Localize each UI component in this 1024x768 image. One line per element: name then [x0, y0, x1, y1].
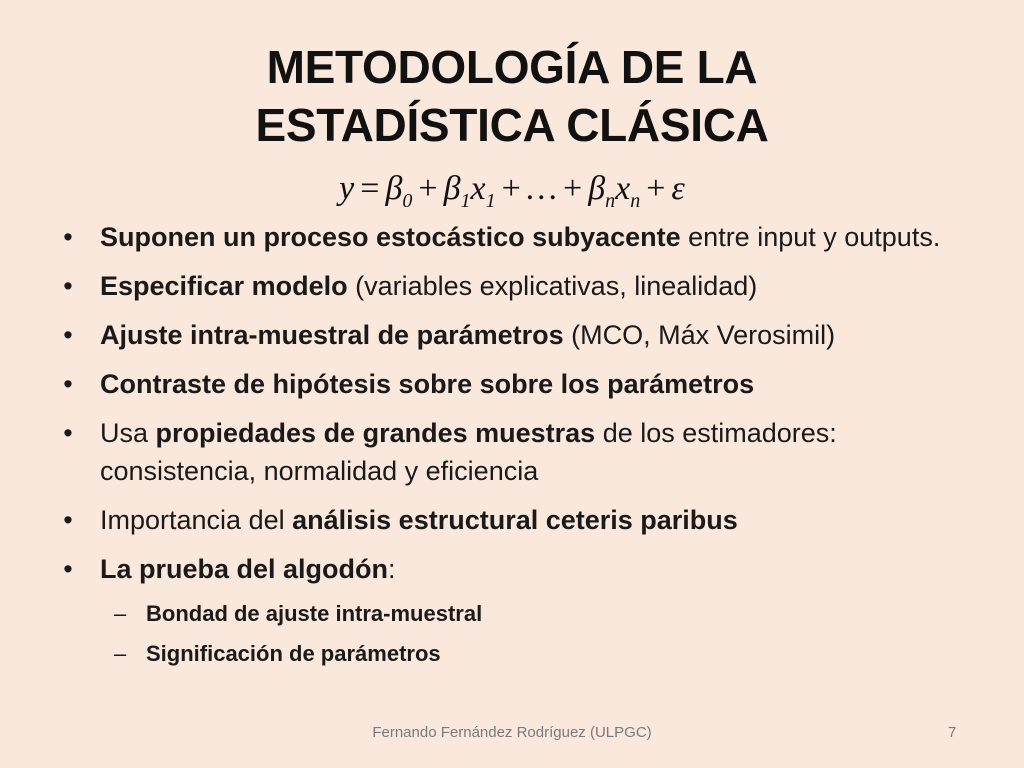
formula-plus-3: + — [563, 170, 583, 207]
bullet-item — [58, 316, 958, 354]
bullet-dot: • — [63, 554, 73, 584]
bullet-dot: • — [63, 320, 73, 350]
bullet-item — [58, 501, 958, 539]
bullet-bold: análisis estructural ceteris paribus — [292, 505, 738, 535]
formula-sub-na: n — [605, 190, 616, 212]
bullet-dot: • — [63, 505, 73, 535]
formula-beta-0: β — [385, 170, 403, 207]
bullet-bold: Ajuste intra-muestral de parámetros — [100, 320, 564, 350]
sub-bullet-item — [58, 599, 958, 629]
bullet-text: (MCO, Máx Verosimil) — [563, 320, 836, 350]
bullet-text: (variables explicativas, linealidad) — [347, 271, 758, 301]
formula-x-1: x — [470, 170, 486, 207]
formula-sub-nb: n — [630, 190, 641, 212]
regression-formula — [0, 168, 1024, 210]
bullet-bold: Suponen un proceso estocástico subyacente — [100, 222, 681, 252]
bullet-item — [58, 267, 958, 305]
formula-sub-1b: 1 — [485, 190, 496, 212]
formula-plus-2: + — [501, 170, 521, 207]
sub-bullet-text: Significación de parámetros — [146, 641, 441, 666]
formula-sub-0: 0 — [402, 190, 413, 212]
bullet-bold: Contraste de hipótesis sobre sobre los parámetros — [100, 369, 755, 399]
slide-title — [0, 38, 1024, 154]
formula-x-n: x — [615, 170, 631, 207]
formula-equals: = — [360, 170, 380, 207]
formula-epsilon: ε — [671, 170, 685, 207]
bullet-pre: Importancia del — [100, 505, 293, 535]
sub-bullet-item — [58, 639, 958, 669]
bullet-dot: • — [63, 418, 73, 448]
bullet-text: entre input y outputs. — [680, 222, 941, 252]
sub-bullet-text: Bondad de ajuste intra-muestral — [146, 601, 483, 626]
bullet-pre: Usa — [100, 418, 156, 448]
bullet-dot: • — [63, 369, 73, 399]
formula-beta-1: β — [443, 170, 461, 207]
bullet-bold: propiedades de grandes muestras — [155, 418, 596, 448]
formula-y: y — [339, 170, 355, 207]
bullet-text: : — [388, 554, 396, 584]
bullet-text: de los estimadores: consistencia, normalidad y eficiencia — [100, 418, 837, 486]
formula-beta-n: β — [588, 170, 606, 207]
bullet-bold: La prueba del algodón — [100, 554, 389, 584]
sub-bullet-dash: – — [114, 641, 127, 666]
slide-footer: Fernando Fernández Rodríguez (ULPGC) — [372, 724, 652, 741]
bullet-dot: • — [63, 271, 73, 301]
formula-plus-1: + — [418, 170, 438, 207]
bullet-item — [58, 414, 958, 490]
page-number: 7 — [948, 724, 957, 741]
formula-dots: … — [526, 170, 558, 207]
bullet-list — [58, 218, 958, 679]
bullet-bold: Especificar modelo — [100, 271, 348, 301]
formula-plus-4: + — [646, 170, 666, 207]
title-line-2: ESTADÍSTICA CLÁSICA — [255, 99, 769, 151]
bullet-item — [58, 550, 958, 588]
sub-bullet-dash: – — [114, 601, 127, 626]
formula-sub-1a: 1 — [460, 190, 471, 212]
bullet-item — [58, 365, 958, 403]
title-line-1: METODOLOGÍA DE LA — [266, 41, 758, 93]
bullet-item — [58, 218, 958, 256]
bullet-dot: • — [63, 222, 73, 252]
